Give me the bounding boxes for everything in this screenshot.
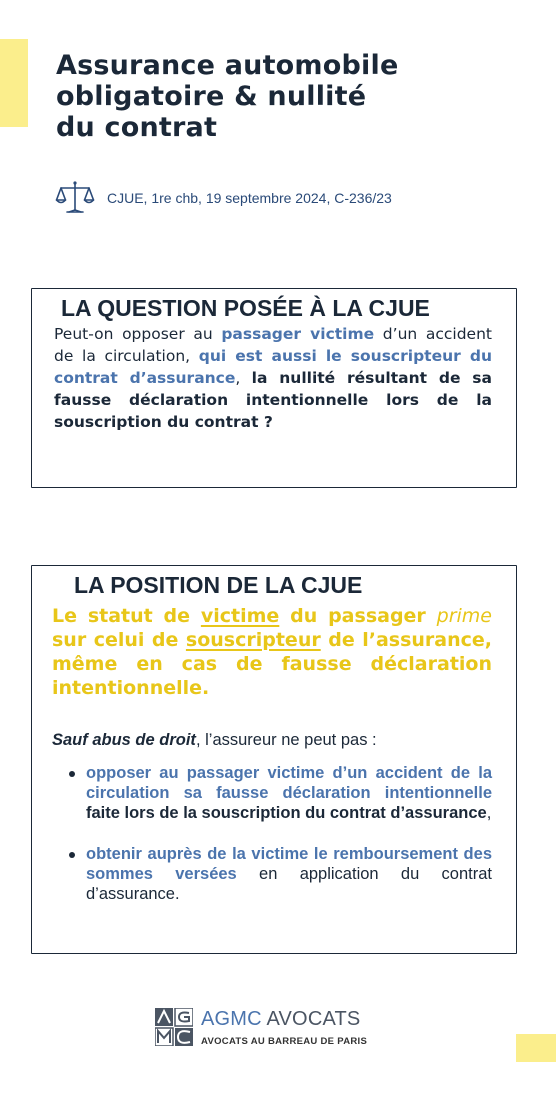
question-text-part: d’un accident de la circulation,	[54, 325, 492, 365]
verdict-part: du passager	[279, 605, 437, 627]
brand-avocats: AVOCATS	[261, 1008, 361, 1030]
question-box	[31, 288, 517, 488]
decorative-accent-top	[0, 39, 28, 127]
firm-logo	[155, 1008, 367, 1047]
brand-tagline: AVOCATS AU BARREAU DE PARIS	[201, 1036, 368, 1047]
verdict-subscriber: souscripteur	[185, 629, 321, 651]
question-bold-text: la nullité résultant de sa fausse déclaration intentionnelle lors de la souscription du contrat ?	[54, 369, 492, 431]
question-text-part: Peut-on opposer au	[54, 325, 222, 343]
highlight-passenger-victim: passager victime	[221, 325, 375, 343]
page-title	[56, 50, 476, 143]
verdict-part: sur celui de	[52, 629, 186, 651]
bullet-1-bold: faite lors de la souscription du contrat d’assurance	[86, 804, 487, 822]
brand-name	[201, 1008, 367, 1030]
title-line-1: Assurance automobile	[56, 50, 399, 81]
brand-agmc: AGMC	[201, 1008, 262, 1030]
position-heading: LA POSITION DE LA CJUE	[66, 570, 370, 600]
verdict-prime: prime	[436, 605, 492, 627]
question-text	[54, 323, 492, 433]
list-item	[52, 763, 492, 823]
insurer-intro	[52, 729, 492, 751]
list-item	[52, 844, 492, 904]
question-text-part: ,	[235, 369, 252, 387]
title-line-3: du contrat	[56, 112, 218, 143]
bullet-2-end: en application du contrat d’assurance.	[86, 865, 492, 903]
verdict-victim: victime	[200, 605, 280, 627]
insurer-intro-rest: , l’assureur ne peut pas :	[195, 731, 377, 749]
verdict-part: de l’assurance, même en cas de fausse déclaration intentionnelle.	[52, 629, 492, 699]
title-line-2: obligatoire & nullité	[56, 81, 367, 112]
question-heading: LA QUESTION POSÉE À LA CJUE	[53, 293, 438, 323]
position-box	[31, 565, 517, 954]
bullet-1-end: ,	[486, 804, 492, 822]
highlight-subscriber: qui est aussi le souscripteur du contrat d’assurance	[54, 347, 493, 387]
brand-block	[201, 1008, 367, 1047]
agmc-monogram-icon	[155, 1008, 193, 1046]
bullet-1-highlight: opposer au passager victime d’un accident de la circulation sa fausse déclaration intentionnelle	[86, 764, 492, 802]
insurer-restrictions-list	[52, 763, 492, 925]
bullet-2-highlight: obtenir auprès de la victime le remboursement des sommes versées	[86, 845, 492, 883]
decorative-accent-bottom	[516, 1034, 556, 1062]
case-reference-text: CJUE, 1re chb, 19 septembre 2024, C-236/23	[107, 190, 392, 206]
court-verdict	[52, 604, 492, 700]
verdict-part: Le statut de	[52, 605, 201, 627]
abuse-of-right: Sauf abus de droit	[52, 731, 196, 749]
scale-of-justice-icon	[55, 180, 95, 216]
case-reference	[55, 180, 392, 216]
